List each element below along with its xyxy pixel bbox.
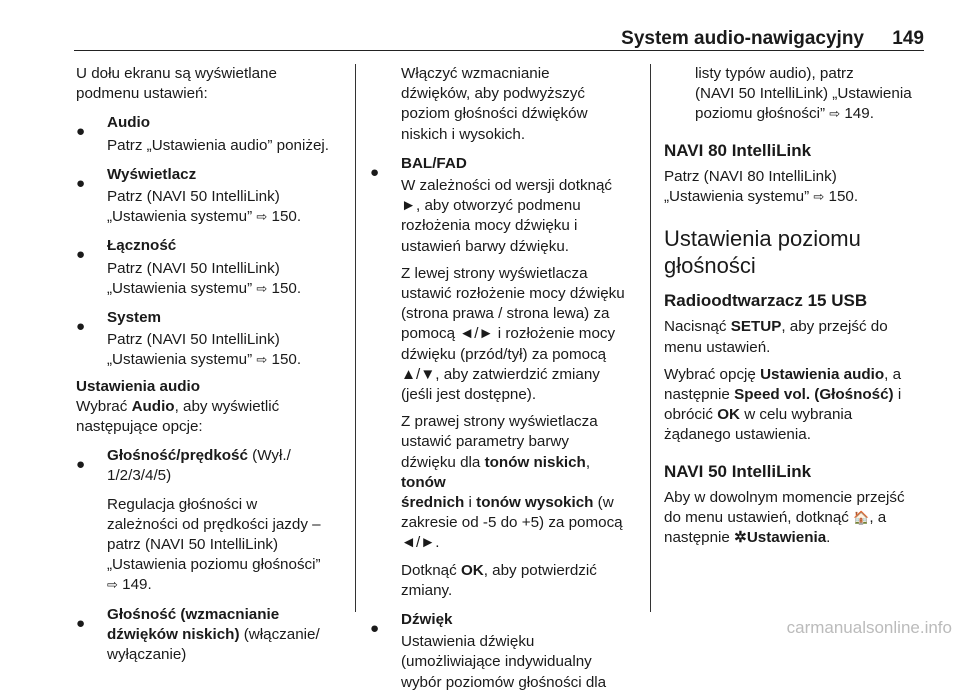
- list-item: [76, 236, 342, 299]
- bullet: ●: [76, 123, 86, 141]
- bullet: ●: [76, 174, 86, 192]
- item-text: ►, aby otworzyć podmenu: [401, 197, 581, 215]
- paragraph-line: Włączyć wzmacnianie: [401, 65, 550, 82]
- page-ref-link[interactable]: 149.: [844, 105, 874, 123]
- item-text: pomocą ◄/► i rozłożenie mocy: [401, 325, 616, 343]
- page-ref-link[interactable]: 149.: [122, 576, 152, 594]
- item-text: [107, 207, 342, 227]
- paragraph-line: następnie Speed vol. (Głośność) i: [664, 386, 902, 404]
- ref-arrow-icon: ⇨: [256, 209, 268, 225]
- page-header: [74, 24, 924, 51]
- paragraph-line: Aby w dowolnym momencie przejść: [664, 488, 905, 506]
- paragraph-line: Patrz (NAVI 80 IntelliLink): [664, 167, 837, 185]
- paragraph-line: dźwięków, aby podwyższyć: [401, 85, 586, 103]
- paragraph-line: następujące opcje:: [76, 418, 203, 436]
- item-text: średnich i tonów wysokich (w: [401, 494, 614, 512]
- list-item: ● Głośność/prędkość (Wył./ 1/2/3/4/5) Regulacja głośności w zależności od prędkości jazdy – patrz (NAVI 50 IntelliLink) „Ustawienia poziomu głośności” ⇨ 149.: [76, 446, 342, 595]
- list-item: [76, 165, 342, 228]
- item-text: W zależności od wersji dotknąć: [401, 177, 613, 195]
- ref-arrow-icon: ⇨: [256, 352, 268, 368]
- item-text: Ustawienia dźwięku: [401, 633, 535, 651]
- section-heading: NAVI 50 IntelliLink: [664, 461, 812, 481]
- item-text: ▲/▼, aby zatwierdzić zmiany: [401, 365, 600, 383]
- item-text: Z lewej strony wyświetlacza: [401, 264, 588, 282]
- column-2: [370, 64, 635, 693]
- item-text: Z prawej strony wyświetlacza: [401, 413, 598, 431]
- header-title: System audio-nawigacyjny: [621, 28, 864, 49]
- paragraph-line: poziom głośności dźwięków: [401, 105, 588, 123]
- list-item: [370, 610, 635, 693]
- paragraph-line: (NAVI 50 IntelliLink) „Ustawienia: [695, 85, 912, 103]
- paragraph-line: Wybrać opcję Ustawienia audio, a: [664, 365, 902, 383]
- settings-label: ✲Ustawienia: [734, 529, 827, 547]
- list-item: [76, 113, 342, 155]
- item-text: ustawić parametry barwy: [401, 433, 569, 451]
- item-text: ◄/►.: [401, 534, 440, 552]
- item-text: „Ustawienia poziomu głośności”: [107, 556, 321, 574]
- column-3: [664, 64, 929, 548]
- paragraph-line: następnie ✲Ustawienia.: [664, 529, 831, 547]
- ref-arrow-icon: ⇨: [256, 280, 268, 296]
- page-ref-link[interactable]: 150.: [271, 208, 302, 226]
- item-text: [107, 350, 342, 370]
- page-ref-link[interactable]: 150.: [271, 351, 302, 369]
- home-icon: 🏠: [853, 510, 870, 526]
- item-text-ref: „Ustawienia systemu”: [107, 351, 257, 369]
- item-text: ustawić rozłożenie mocy dźwięku: [401, 285, 625, 303]
- item-title: Głośność/prędkość: [107, 447, 248, 465]
- item-text: zależności od prędkości jazdy –: [107, 515, 321, 533]
- item-text: wybór poziomów głośności dla: [401, 673, 607, 691]
- bullet: ●: [370, 163, 380, 181]
- intro-line-1: U dołu ekranu są wyświetlane: [76, 65, 277, 82]
- section-heading: NAVI 80 IntelliLink: [664, 140, 812, 160]
- paragraph-line: obrócić OK w celu wybrania: [664, 406, 853, 424]
- item-text-ref: „Ustawienia systemu”: [107, 279, 257, 297]
- ref-arrow-icon: ⇨: [107, 577, 118, 593]
- paragraph-line: Wybrać Audio, aby wyświetlić: [76, 397, 280, 415]
- item-text: dźwięku dla tonów niskich, tonów: [401, 453, 591, 491]
- page-number: 149: [892, 28, 924, 49]
- paragraph-line: menu ustawień.: [664, 338, 771, 356]
- ref-arrow-icon: ⇨: [813, 189, 825, 205]
- item-text: (umożliwiające indywidualny: [401, 653, 592, 671]
- column-divider-2: [650, 64, 651, 612]
- list-item: ● Głośność (wzmacnianie dźwięków niskich) (włączanie/ wyłączanie): [76, 605, 342, 666]
- column-1: [76, 64, 342, 665]
- item-text: 1/2/3/4/5): [107, 467, 172, 485]
- item-text: zmiany.: [401, 581, 453, 599]
- item-title: Głośność (wzmacnianie: [107, 605, 280, 623]
- item-title: BAL/FAD: [401, 154, 467, 172]
- item-text: Patrz (NAVI 50 IntelliLink): [107, 188, 280, 206]
- item-text-ref: „Ustawienia systemu”: [107, 208, 257, 226]
- ref-arrow-icon: ⇨: [829, 106, 841, 122]
- item-text: Dotknąć OK, aby potwierdzić: [401, 561, 597, 579]
- item-text: [107, 575, 342, 595]
- paragraph-line: „Ustawienia systemu” ⇨ 150.: [664, 188, 859, 206]
- item-title: dźwięków niskich): [107, 625, 240, 643]
- paragraph-line: niskich i wysokich.: [401, 125, 526, 143]
- item-text: patrz (NAVI 50 IntelliLink): [107, 536, 279, 554]
- page-ref-link[interactable]: 150.: [271, 279, 302, 297]
- item-text: ustawień barwy dźwięku.: [401, 237, 569, 255]
- bullet: ●: [76, 456, 86, 474]
- bullet: ●: [370, 620, 380, 638]
- item-text: dźwięku (przód/tył) za pomocą: [401, 345, 607, 363]
- intro-line-2: podmenu ustawień:: [76, 85, 208, 103]
- list-item: [76, 308, 342, 371]
- column-divider-1: [355, 64, 356, 612]
- page-ref-link[interactable]: 150.: [828, 188, 859, 206]
- item-title: Dźwięk: [401, 611, 453, 629]
- item-text: Patrz (NAVI 50 IntelliLink): [107, 331, 280, 349]
- paragraph-line: do menu ustawień, dotknąć 🏠, a: [664, 509, 887, 527]
- item-text: wyłączanie): [107, 646, 187, 664]
- item-title: Łączność: [107, 237, 177, 255]
- item-title: Audio: [107, 114, 151, 132]
- item-text: [107, 279, 342, 299]
- bullet: ●: [76, 246, 86, 264]
- paragraph-line: poziomu głośności” ⇨ 149.: [695, 105, 874, 123]
- watermark: carmanualsonline.info: [786, 618, 952, 637]
- item-text: rozłożenia mocy dźwięku i: [401, 217, 578, 235]
- bullet: ●: [76, 318, 86, 336]
- item-text: (strona prawa / strona lewa) za: [401, 305, 610, 323]
- section-heading: Radioodtwarzacz 15 USB: [664, 291, 868, 311]
- chapter-heading: Ustawienia poziomu: [664, 226, 861, 252]
- paragraph-line: listy typów audio), patrz: [695, 65, 854, 82]
- bullet: ●: [76, 614, 86, 632]
- item-text: (jeśli jest dostępne).: [401, 386, 537, 404]
- chapter-heading: głośności: [664, 253, 756, 279]
- item-text: Regulacja głośności w: [107, 495, 258, 513]
- section-heading: Ustawienia audio: [76, 377, 201, 395]
- list-item: [370, 154, 635, 601]
- item-text: zakresie od -5 do +5) za pomocą: [401, 514, 623, 532]
- paragraph-line: Nacisnąć SETUP, aby przejść do: [664, 318, 888, 336]
- item-text: Patrz (NAVI 50 IntelliLink): [107, 259, 280, 277]
- item-title: Wyświetlacz: [107, 165, 197, 183]
- item-title: System: [107, 309, 162, 327]
- paragraph-line: żądanego ustawienia.: [664, 426, 811, 444]
- item-text: Patrz „Ustawienia audio” poniżej.: [107, 136, 330, 154]
